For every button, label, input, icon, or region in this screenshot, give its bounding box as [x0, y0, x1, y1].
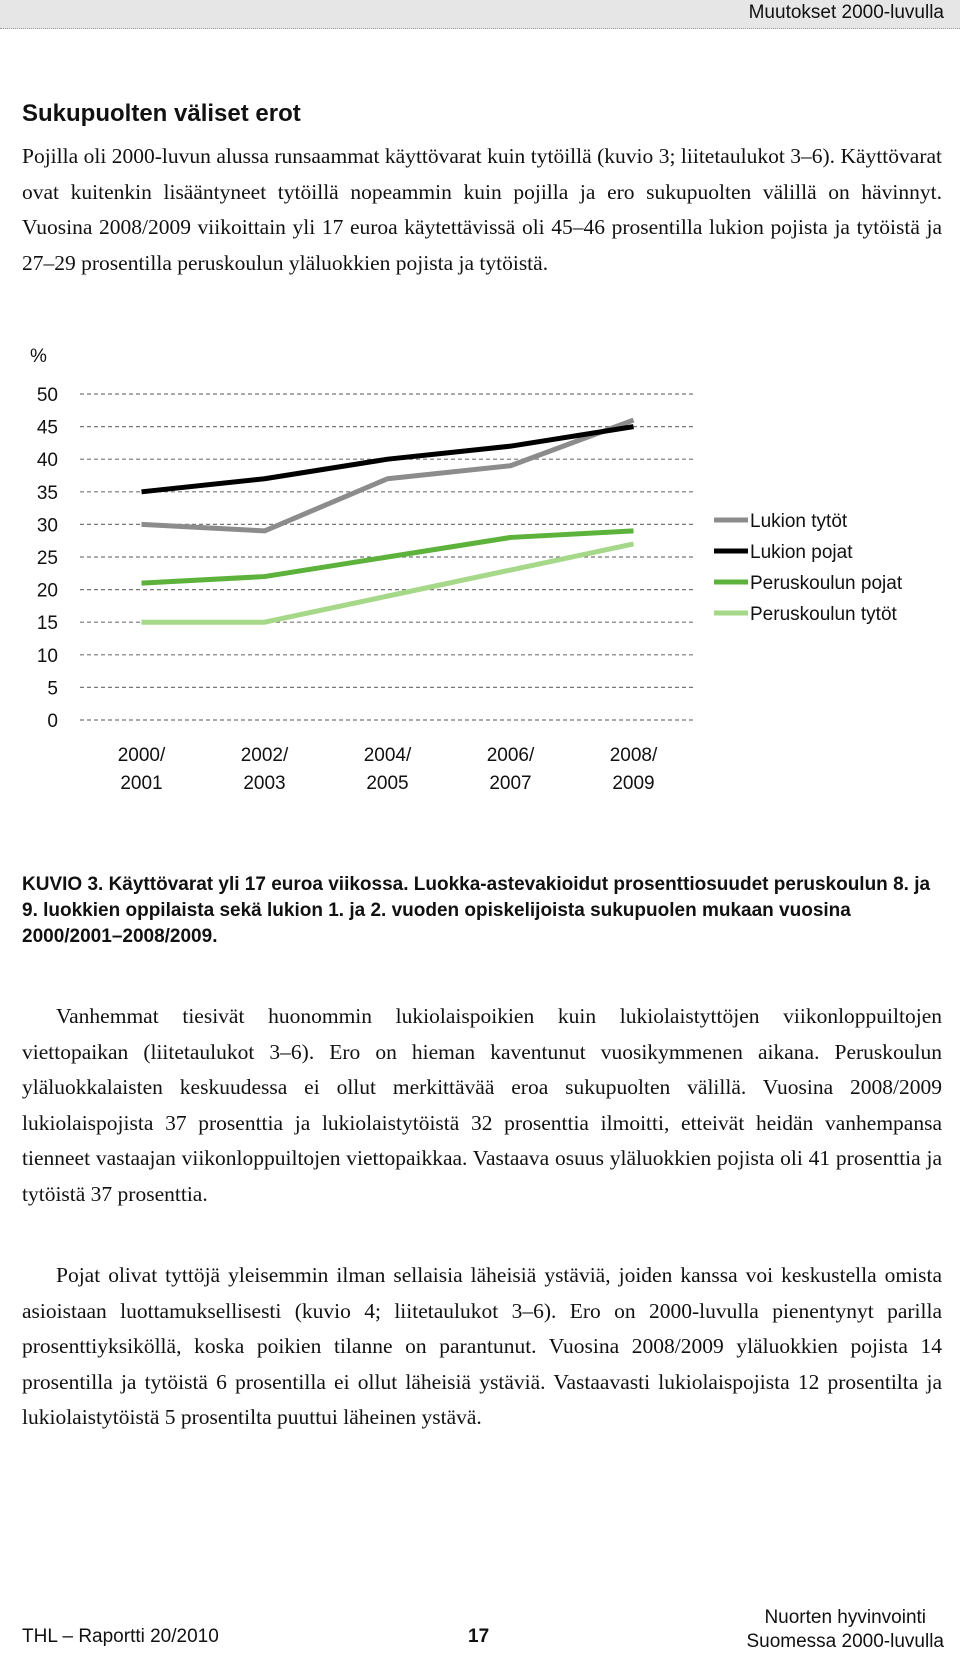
y-tick-label: 5 — [47, 678, 58, 700]
y-tick-label: 10 — [36, 645, 58, 667]
section-heading: Sukupuolten väliset erot — [22, 100, 301, 127]
y-tick-label: 45 — [36, 417, 58, 439]
y-axis — [30, 346, 58, 732]
line-chart — [0, 330, 960, 850]
page-footer — [0, 1606, 960, 1661]
y-tick-label: 15 — [36, 613, 58, 635]
figure-caption: KUVIO 3. Käyttövarat yli 17 euroa viikossa. Luokka-astevakioidut prosenttiosuudet peruskoulun 8. ja 9. luokkien oppilaista sekä lukion 1. ja 2. vuoden opiskelijoista sukupuolen mukaan vuosina 2000/2001–2008/2009. — [22, 874, 931, 947]
x-tick-label: 2009 — [612, 773, 655, 794]
chart-legend — [714, 511, 903, 625]
y-tick-label: 35 — [36, 482, 58, 504]
y-tick-label: 50 — [36, 385, 58, 406]
y-tick-label: 30 — [36, 515, 58, 537]
body-paragraph-2: Pojat olivat tyttöjä yleisemmin ilman sellaisia läheisiä ystäviä, joiden kanssa voi keskustella omista asioistaan luottamuksellisesti (kuvio 4; liitetaulukot 3–6). Ero on 2000-luvulla pienentynyt parilla prosenttiyksiköllä, koska poikien tilanne on parantunut. Vuosina 2008/2009 yläluokkien pojista 14 prosentilla ja tytöistä 6 prosentilla ei ollut läheisiä ystäviä. Vastaavasti lukiolaispojista 12 prosentilta ja lukiolaistytöistä 5 prosentilta puuttui läheinen ystävä. — [22, 1263, 942, 1429]
x-tick-label: 2001 — [120, 773, 163, 794]
x-tick-label: 2006/ — [486, 745, 535, 766]
legend-label: Lukion tytöt — [750, 511, 848, 532]
figure-chart — [0, 330, 960, 850]
x-tick-label: 2005 — [366, 773, 409, 794]
y-tick-label: 20 — [36, 580, 58, 602]
x-tick-label: 2003 — [243, 773, 286, 794]
footer-title-line-1: Nuorten hyvinvointi — [764, 1607, 927, 1628]
x-tick-label: 2004/ — [363, 745, 412, 766]
page-number: 17 — [468, 1626, 490, 1647]
x-tick-label: 2008/ — [609, 745, 658, 766]
y-tick-label: 0 — [47, 711, 58, 732]
series-lines — [142, 420, 634, 622]
legend-label: Peruskoulun pojat — [750, 573, 903, 594]
running-title: Muutokset 2000-luvulla — [748, 2, 944, 23]
y-tick-label: 25 — [36, 548, 58, 569]
y-axis-unit-label: % — [30, 346, 47, 367]
legend-label: Lukion pojat — [750, 542, 853, 563]
footer-report-id: THL – Raportti 20/2010 — [22, 1626, 219, 1647]
x-axis — [118, 745, 658, 794]
y-tick-label: 40 — [36, 450, 58, 472]
intro-paragraph: Pojilla oli 2000-luvun alussa runsaammat käyttövarat kuin tytöillä (kuvio 3; liitetaulukot 3–6). Käyttövarat ovat kuitenkin lisääntyneet tytöillä nopeammin kuin pojilla ja ero sukupuolten välillä on hävinnyt. Vuosina 2008/2009 viikoittain yli 17 euroa käytettävissä oli 45–46 prosentilla lukion pojista ja tytöistä ja 27–29 prosentilla peruskoulun yläluokkien pojista ja tytöistä. — [22, 144, 942, 275]
footer-title-line-2: Suomessa 2000-luvulla — [746, 1631, 944, 1652]
body-paragraph-1: Vanhemmat tiesivät huonommin lukiolaispoikien kuin lukiolaistyttöjen viikonloppuiltojen viettopaikan (liitetaulukot 3–6). Ero on hieman kaventunut vuosikymmenen aikana. Peruskoulun yläluokkalaisten keskuudessa ei ollut merkittävää eroa sukupuolten välillä. Vuosina 2008/2009 lukiolaispojista 37 prosenttia ja lukiolaistytöistä 32 prosenttia ilmoitti, etteivät heidän vanhempansa tienneet vastaajan viikonloppuiltojen viettopaikkaa. Vastaava osuus yläluokkien pojista oli 41 prosenttia ja tytöistä 37 prosenttia. — [22, 1004, 942, 1206]
x-tick-label: 2007 — [489, 773, 532, 794]
legend-label: Peruskoulun tytöt — [750, 604, 897, 625]
x-tick-label: 2002/ — [240, 745, 289, 766]
x-tick-label: 2000/ — [117, 745, 166, 766]
footer-publication-title — [746, 1606, 944, 1654]
running-header — [0, 0, 960, 29]
